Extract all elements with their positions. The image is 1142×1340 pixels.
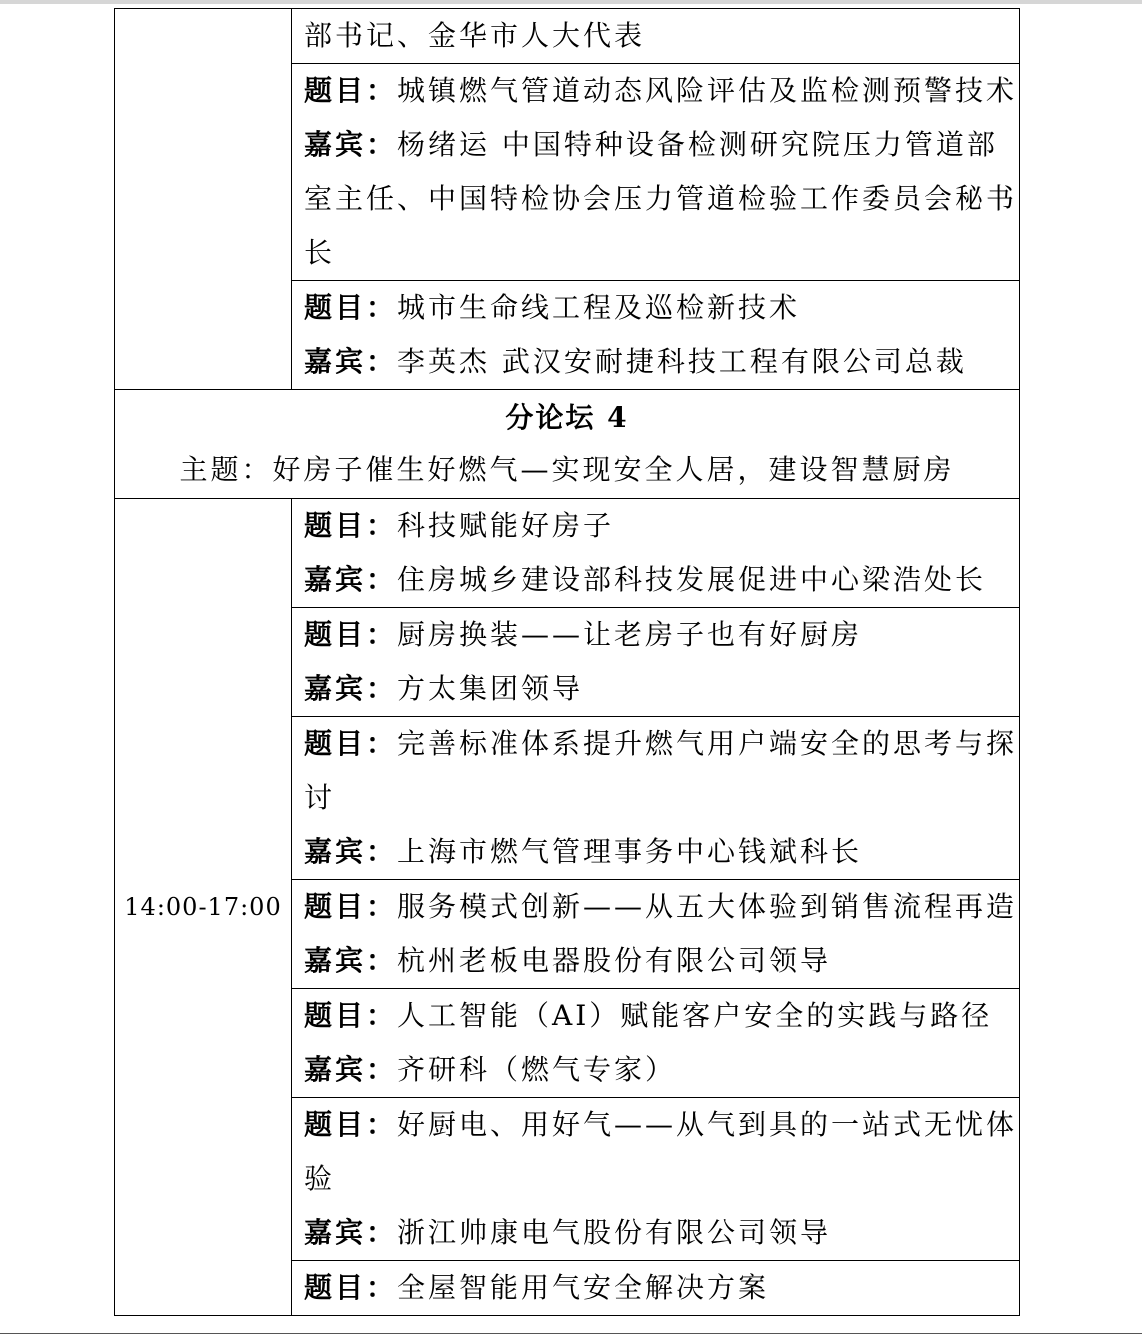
topic-line	[292, 281, 1019, 335]
topic-line	[292, 1098, 1019, 1152]
guest-label: 嘉宾：	[304, 835, 398, 868]
forum-theme: 主题：好房子催生好燃气—实现安全人居，建设智慧厨房	[179, 453, 955, 486]
topic-text: 人工智能（AI）赋能客户安全的实践与路径	[397, 999, 993, 1032]
guest-label: 嘉宾：	[304, 672, 398, 705]
topic-line	[292, 989, 1019, 1043]
topic-label: 题目：	[304, 291, 398, 324]
guest-line	[292, 825, 1019, 879]
topic-label: 题目：	[304, 999, 398, 1032]
topic-line-continued: 讨	[304, 781, 336, 814]
top-rule	[0, 0, 1142, 4]
guest-text: 浙江帅康电气股份有限公司领导	[397, 1216, 832, 1249]
topic-text: 服务模式创新——从五大体验到销售流程再造	[397, 890, 1018, 923]
guest-line	[292, 662, 1019, 716]
guest-line-continued: 室主任、中国特检协会压力管道检验工作委员会秘书	[304, 182, 1018, 215]
guest-text: 杭州老板电器股份有限公司领导	[397, 944, 832, 977]
agenda-item	[292, 1098, 1020, 1261]
guest-continued-line: 部书记、金华市人大代表	[304, 19, 646, 52]
topic-line	[292, 1261, 1019, 1315]
topic-text: 厨房换装——让老房子也有好厨房	[397, 618, 863, 651]
topic-line-continued: 验	[304, 1162, 336, 1195]
topic-text: 完善标准体系提升燃气用户端安全的思考与探	[397, 727, 1018, 760]
topic-label: 题目：	[304, 1271, 398, 1304]
guest-label: 嘉宾：	[304, 345, 398, 378]
guest-line	[292, 553, 1019, 607]
topic-line	[292, 608, 1019, 662]
guest-text: 齐研科（燃气专家）	[397, 1053, 677, 1086]
agenda-item	[292, 608, 1020, 717]
guest-label: 嘉宾：	[304, 1216, 398, 1249]
guest-label: 嘉宾：	[304, 128, 398, 161]
agenda-item	[292, 64, 1020, 281]
topic-text: 全屋智能用气安全解决方案	[397, 1271, 770, 1304]
forum-title: 分论坛 4	[505, 401, 629, 434]
guest-text: 杨绪运 中国特种设备检测研究院压力管道部	[397, 128, 998, 161]
forum-header	[115, 390, 1020, 499]
topic-label: 题目：	[304, 727, 398, 760]
table-row	[115, 390, 1020, 499]
guest-line	[292, 118, 1019, 172]
topic-line	[292, 64, 1019, 118]
topic-label: 题目：	[304, 74, 398, 107]
agenda-item	[292, 281, 1020, 390]
guest-text: 上海市燃气管理事务中心钱斌科长	[397, 835, 863, 868]
topic-label: 题目：	[304, 509, 398, 542]
guest-text: 李英杰 武汉安耐捷科技工程有限公司总裁	[397, 345, 967, 378]
guest-line	[292, 934, 1019, 988]
topic-text: 科技赋能好房子	[397, 509, 615, 542]
topic-label: 题目：	[304, 618, 398, 651]
topic-label: 题目：	[304, 1108, 398, 1141]
session-time: 14:00-17:00	[115, 499, 292, 1316]
guest-text: 住房城乡建设部科技发展促进中心梁浩处长	[397, 563, 987, 596]
page-bottom-rule	[0, 1333, 1142, 1334]
topic-line	[292, 499, 1019, 553]
guest-line-continued: 长	[304, 236, 336, 269]
table-row	[115, 9, 1020, 64]
guest-line	[292, 1043, 1019, 1097]
guest-line	[292, 335, 1019, 389]
guest-text: 方太集团领导	[397, 672, 584, 705]
agenda-table	[114, 8, 1020, 1316]
agenda-item	[292, 880, 1020, 989]
agenda-item	[292, 989, 1020, 1098]
topic-text: 城镇燃气管道动态风险评估及监检测预警技术	[397, 74, 1018, 107]
guest-label: 嘉宾：	[304, 1053, 398, 1086]
agenda-item	[292, 499, 1020, 608]
guest-label: 嘉宾：	[304, 944, 398, 977]
agenda-item	[292, 717, 1020, 880]
topic-text: 城市生命线工程及巡检新技术	[397, 291, 801, 324]
table-row	[115, 499, 1020, 608]
topic-line	[292, 717, 1019, 771]
topic-label: 题目：	[304, 890, 398, 923]
guest-line	[292, 1206, 1019, 1260]
topic-line	[292, 880, 1019, 934]
topic-text: 好厨电、用好气——从气到具的一站式无忧体	[397, 1108, 1018, 1141]
agenda-item	[292, 9, 1020, 64]
time-cell-empty	[115, 9, 292, 390]
agenda-item	[292, 1261, 1020, 1316]
guest-label: 嘉宾：	[304, 563, 398, 596]
